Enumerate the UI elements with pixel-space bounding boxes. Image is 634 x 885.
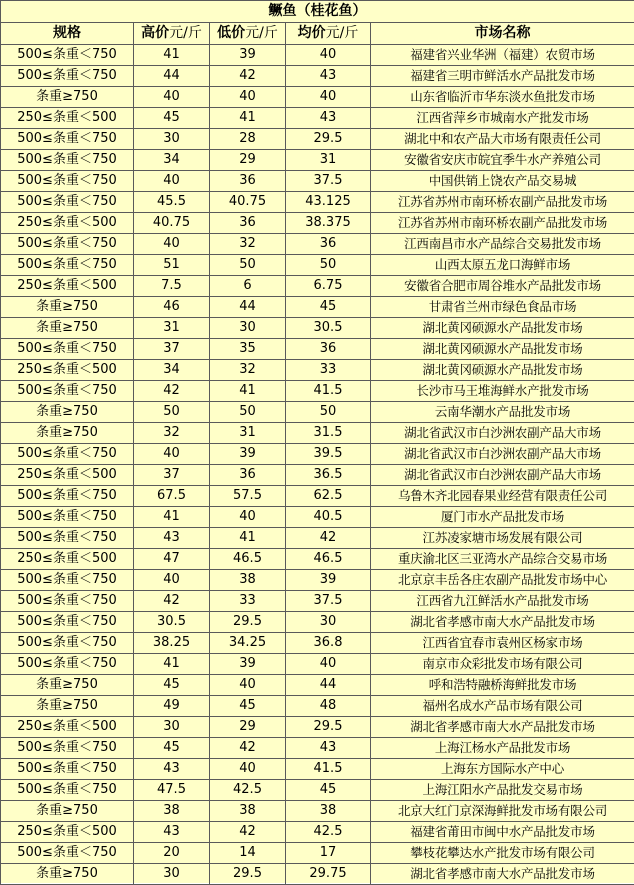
cell-market-name: 福建省三明市鲜活水产品批发市场	[371, 66, 634, 87]
cell-low-price: 41	[210, 108, 286, 129]
cell-avg-price: 45	[286, 297, 371, 318]
cell-avg-price: 42.5	[286, 822, 371, 843]
table-row	[1, 801, 634, 822]
cell-high-price: 30	[134, 717, 210, 738]
cell-spec: 条重≥750	[1, 675, 134, 696]
cell-high-price: 45	[134, 738, 210, 759]
cell-market-name: 安徽省安庆市皖宜季牛水产养殖公司	[371, 150, 634, 171]
cell-avg-price: 43	[286, 66, 371, 87]
table-row	[1, 549, 634, 570]
cell-low-price: 40	[210, 87, 286, 108]
cell-avg-price: 43.125	[286, 192, 371, 213]
cell-spec: 500≤条重＜750	[1, 192, 134, 213]
header-high	[134, 23, 210, 45]
cell-high-price: 50	[134, 402, 210, 423]
cell-market-name: 上海江阳水产品批发交易市场	[371, 780, 634, 801]
cell-market-name: 江西省宜春市袁州区杨家市场	[371, 633, 634, 654]
table-row	[1, 192, 634, 213]
cell-low-price: 29	[210, 150, 286, 171]
cell-spec: 500≤条重＜750	[1, 234, 134, 255]
table-row	[1, 108, 634, 129]
cell-spec: 条重≥750	[1, 423, 134, 444]
cell-low-price: 35	[210, 339, 286, 360]
cell-market-name: 湖北省武汉市白沙洲农副产品大市场	[371, 444, 634, 465]
table-row	[1, 213, 634, 234]
cell-spec: 250≤条重＜500	[1, 822, 134, 843]
cell-low-price: 14	[210, 843, 286, 864]
cell-high-price: 40	[134, 234, 210, 255]
table-row	[1, 423, 634, 444]
cell-spec: 500≤条重＜750	[1, 66, 134, 87]
header-high-label: 高价	[141, 25, 169, 41]
cell-spec: 250≤条重＜500	[1, 360, 134, 381]
cell-avg-price: 40	[286, 654, 371, 675]
cell-avg-price: 38	[286, 801, 371, 822]
header-low	[210, 23, 286, 45]
table-row	[1, 843, 634, 864]
cell-spec: 500≤条重＜750	[1, 129, 134, 150]
cell-avg-price: 36	[286, 234, 371, 255]
cell-spec: 条重≥750	[1, 402, 134, 423]
table-row	[1, 528, 634, 549]
table-row	[1, 591, 634, 612]
table-row	[1, 66, 634, 87]
cell-market-name: 安徽省合肥市周谷堆水产品批发市场	[371, 276, 634, 297]
cell-market-name: 上海江杨水产品批发市场	[371, 738, 634, 759]
cell-avg-price: 36.8	[286, 633, 371, 654]
cell-avg-price: 37.5	[286, 171, 371, 192]
cell-spec: 250≤条重＜500	[1, 108, 134, 129]
cell-market-name: 湖北黄冈硕源水产品批发市场	[371, 318, 634, 339]
table-row	[1, 696, 634, 717]
cell-high-price: 49	[134, 696, 210, 717]
cell-high-price: 47.5	[134, 780, 210, 801]
cell-avg-price: 46.5	[286, 549, 371, 570]
cell-high-price: 30.5	[134, 612, 210, 633]
cell-low-price: 36	[210, 171, 286, 192]
table-row	[1, 654, 634, 675]
cell-spec: 500≤条重＜750	[1, 843, 134, 864]
table-row	[1, 45, 634, 66]
cell-market-name: 重庆渝北区三亚湾水产品综合交易市场	[371, 549, 634, 570]
cell-low-price: 42.5	[210, 780, 286, 801]
cell-market-name: 福州名成水产品市场有限公司	[371, 696, 634, 717]
cell-market-name: 厦门市水产品批发市场	[371, 507, 634, 528]
table-row	[1, 612, 634, 633]
cell-low-price: 38	[210, 801, 286, 822]
cell-high-price: 47	[134, 549, 210, 570]
cell-market-name: 江西南昌市水产品综合交易批发市场	[371, 234, 634, 255]
cell-low-price: 45	[210, 696, 286, 717]
cell-spec: 500≤条重＜750	[1, 570, 134, 591]
cell-low-price: 29.5	[210, 612, 286, 633]
cell-spec: 500≤条重＜750	[1, 339, 134, 360]
cell-market-name: 湖北黄冈硕源水产品批发市场	[371, 360, 634, 381]
table-row	[1, 360, 634, 381]
cell-high-price: 46	[134, 297, 210, 318]
table-row	[1, 486, 634, 507]
cell-high-price: 37	[134, 339, 210, 360]
cell-low-price: 50	[210, 402, 286, 423]
cell-avg-price: 40	[286, 45, 371, 66]
cell-spec: 500≤条重＜750	[1, 255, 134, 276]
table-row	[1, 759, 634, 780]
cell-market-name: 乌鲁木齐北园春果业经营有限责任公司	[371, 486, 634, 507]
cell-low-price: 39	[210, 654, 286, 675]
cell-spec: 250≤条重＜500	[1, 717, 134, 738]
cell-high-price: 43	[134, 759, 210, 780]
cell-avg-price: 41.5	[286, 381, 371, 402]
table-row	[1, 234, 634, 255]
cell-avg-price: 17	[286, 843, 371, 864]
cell-low-price: 6	[210, 276, 286, 297]
cell-market-name: 北京大红门京深海鲜批发市场有限公司	[371, 801, 634, 822]
cell-avg-price: 40.5	[286, 507, 371, 528]
cell-market-name: 呼和浩特融桥海鲜批发市场	[371, 675, 634, 696]
header-spec	[1, 23, 134, 45]
cell-spec: 500≤条重＜750	[1, 612, 134, 633]
cell-avg-price: 50	[286, 402, 371, 423]
cell-avg-price: 50	[286, 255, 371, 276]
table-row	[1, 381, 634, 402]
cell-low-price: 40	[210, 507, 286, 528]
cell-high-price: 40	[134, 444, 210, 465]
table-row	[1, 633, 634, 654]
cell-low-price: 33	[210, 591, 286, 612]
cell-low-price: 32	[210, 234, 286, 255]
header-spec-label: 规格	[53, 25, 81, 41]
table-row	[1, 822, 634, 843]
cell-low-price: 39	[210, 444, 286, 465]
cell-market-name: 湖北省孝感市南大水产品批发市场	[371, 864, 634, 885]
table-row	[1, 339, 634, 360]
cell-avg-price: 43	[286, 738, 371, 759]
header-avg	[286, 23, 371, 45]
table-title: 鳜鱼（桂花鱼）	[1, 1, 634, 23]
header-market	[371, 23, 634, 45]
cell-market-name: 长沙市马王堆海鲜水产批发市场	[371, 381, 634, 402]
cell-market-name: 山西太原五龙口海鲜市场	[371, 255, 634, 276]
cell-avg-price: 43	[286, 108, 371, 129]
cell-avg-price: 42	[286, 528, 371, 549]
cell-high-price: 44	[134, 66, 210, 87]
cell-high-price: 40	[134, 171, 210, 192]
table-row	[1, 507, 634, 528]
cell-high-price: 34	[134, 150, 210, 171]
cell-low-price: 42	[210, 66, 286, 87]
cell-low-price: 39	[210, 45, 286, 66]
cell-low-price: 50	[210, 255, 286, 276]
cell-avg-price: 6.75	[286, 276, 371, 297]
header-row	[1, 23, 634, 45]
cell-high-price: 32	[134, 423, 210, 444]
cell-high-price: 45	[134, 675, 210, 696]
cell-spec: 500≤条重＜750	[1, 150, 134, 171]
cell-market-name: 甘肃省兰州市绿色食品市场	[371, 297, 634, 318]
cell-spec: 500≤条重＜750	[1, 507, 134, 528]
cell-low-price: 34.25	[210, 633, 286, 654]
cell-spec: 250≤条重＜500	[1, 213, 134, 234]
cell-low-price: 57.5	[210, 486, 286, 507]
cell-high-price: 30	[134, 864, 210, 885]
table-row	[1, 465, 634, 486]
cell-high-price: 31	[134, 318, 210, 339]
cell-high-price: 42	[134, 381, 210, 402]
cell-market-name: 湖北黄冈硕源水产品批发市场	[371, 339, 634, 360]
cell-low-price: 41	[210, 528, 286, 549]
cell-spec: 500≤条重＜750	[1, 738, 134, 759]
cell-high-price: 41	[134, 507, 210, 528]
table-row	[1, 276, 634, 297]
cell-low-price: 44	[210, 297, 286, 318]
table-row	[1, 318, 634, 339]
cell-market-name: 中国供销上饶农产品交易城	[371, 171, 634, 192]
cell-spec: 250≤条重＜500	[1, 549, 134, 570]
table-row	[1, 129, 634, 150]
cell-high-price: 42	[134, 591, 210, 612]
table-row	[1, 444, 634, 465]
cell-avg-price: 29.75	[286, 864, 371, 885]
cell-spec: 500≤条重＜750	[1, 780, 134, 801]
cell-market-name: 山东省临沂市华东淡水鱼批发市场	[371, 87, 634, 108]
table-row	[1, 255, 634, 276]
cell-high-price: 67.5	[134, 486, 210, 507]
table-title-row	[1, 1, 634, 23]
cell-market-name: 湖北省孝感市南大水产品批发市场	[371, 717, 634, 738]
cell-low-price: 40.75	[210, 192, 286, 213]
cell-spec: 500≤条重＜750	[1, 486, 134, 507]
header-high-unit: 元/斤	[169, 25, 202, 41]
cell-avg-price: 33	[286, 360, 371, 381]
cell-spec: 500≤条重＜750	[1, 759, 134, 780]
cell-low-price: 38	[210, 570, 286, 591]
header-avg-unit: 元/斤	[326, 25, 359, 41]
cell-spec: 500≤条重＜750	[1, 45, 134, 66]
cell-avg-price: 30	[286, 612, 371, 633]
cell-avg-price: 41.5	[286, 759, 371, 780]
cell-low-price: 40	[210, 675, 286, 696]
cell-low-price: 29.5	[210, 864, 286, 885]
table-row	[1, 780, 634, 801]
cell-high-price: 7.5	[134, 276, 210, 297]
cell-spec: 500≤条重＜750	[1, 381, 134, 402]
cell-avg-price: 29.5	[286, 717, 371, 738]
cell-spec: 条重≥750	[1, 87, 134, 108]
table-row	[1, 717, 634, 738]
cell-market-name: 江苏省苏州市南环桥农副产品批发市场	[371, 192, 634, 213]
cell-spec: 500≤条重＜750	[1, 171, 134, 192]
cell-low-price: 28	[210, 129, 286, 150]
cell-market-name: 江苏凌家塘市场发展有限公司	[371, 528, 634, 549]
table-row	[1, 738, 634, 759]
cell-low-price: 36	[210, 465, 286, 486]
cell-low-price: 40	[210, 759, 286, 780]
table-row	[1, 297, 634, 318]
cell-spec: 500≤条重＜750	[1, 633, 134, 654]
cell-high-price: 41	[134, 45, 210, 66]
cell-spec: 条重≥750	[1, 297, 134, 318]
cell-avg-price: 44	[286, 675, 371, 696]
cell-avg-price: 45	[286, 780, 371, 801]
cell-high-price: 37	[134, 465, 210, 486]
cell-market-name: 湖北省孝感市南大水产品批发市场	[371, 612, 634, 633]
cell-spec: 500≤条重＜750	[1, 654, 134, 675]
cell-market-name: 福建省兴业华洲（福建）农贸市场	[371, 45, 634, 66]
cell-avg-price: 37.5	[286, 591, 371, 612]
cell-low-price: 36	[210, 213, 286, 234]
cell-spec: 条重≥750	[1, 864, 134, 885]
cell-market-name: 北京京丰岳各庄农副产品批发市场中心	[371, 570, 634, 591]
cell-spec: 条重≥750	[1, 696, 134, 717]
cell-market-name: 湖北省武汉市白沙洲农副产品大市场	[371, 465, 634, 486]
table-row	[1, 87, 634, 108]
cell-high-price: 45	[134, 108, 210, 129]
cell-avg-price: 30.5	[286, 318, 371, 339]
cell-high-price: 51	[134, 255, 210, 276]
cell-market-name: 江西省萍乡市城南水产批发市场	[371, 108, 634, 129]
cell-spec: 500≤条重＜750	[1, 444, 134, 465]
cell-avg-price: 36.5	[286, 465, 371, 486]
cell-market-name: 云南华潮水产品批发市场	[371, 402, 634, 423]
cell-avg-price: 39	[286, 570, 371, 591]
cell-low-price: 29	[210, 717, 286, 738]
cell-spec: 条重≥750	[1, 318, 134, 339]
cell-low-price: 31	[210, 423, 286, 444]
table-row	[1, 171, 634, 192]
cell-market-name: 福建省莆田市闽中水产品批发市场	[371, 822, 634, 843]
header-low-label: 低价	[217, 25, 245, 41]
cell-avg-price: 48	[286, 696, 371, 717]
cell-high-price: 40.75	[134, 213, 210, 234]
cell-market-name: 江西省九江鲜活水产品批发市场	[371, 591, 634, 612]
cell-market-name: 攀枝花攀达水产批发市场有限公司	[371, 843, 634, 864]
table-row	[1, 150, 634, 171]
cell-high-price: 40	[134, 570, 210, 591]
header-avg-label: 均价	[298, 25, 326, 41]
cell-avg-price: 31	[286, 150, 371, 171]
cell-spec: 500≤条重＜750	[1, 591, 134, 612]
cell-market-name: 湖北省武汉市白沙洲农副产品大市场	[371, 423, 634, 444]
cell-low-price: 42	[210, 822, 286, 843]
cell-spec: 250≤条重＜500	[1, 465, 134, 486]
cell-low-price: 32	[210, 360, 286, 381]
cell-avg-price: 62.5	[286, 486, 371, 507]
cell-avg-price: 29.5	[286, 129, 371, 150]
cell-high-price: 43	[134, 528, 210, 549]
header-low-unit: 元/斤	[245, 25, 278, 41]
header-market-label: 市场名称	[475, 25, 531, 41]
table-body	[1, 45, 634, 885]
cell-market-name: 江苏省苏州市南环桥农副产品批发市场	[371, 213, 634, 234]
cell-avg-price: 38.375	[286, 213, 371, 234]
cell-market-name: 上海东方国际水产中心	[371, 759, 634, 780]
table-row	[1, 864, 634, 885]
cell-high-price: 40	[134, 87, 210, 108]
cell-market-name: 南京市众彩批发市场有限公司	[371, 654, 634, 675]
cell-high-price: 38	[134, 801, 210, 822]
table-row	[1, 675, 634, 696]
cell-avg-price: 40	[286, 87, 371, 108]
cell-low-price: 42	[210, 738, 286, 759]
cell-high-price: 34	[134, 360, 210, 381]
cell-avg-price: 39.5	[286, 444, 371, 465]
cell-avg-price: 31.5	[286, 423, 371, 444]
cell-high-price: 30	[134, 129, 210, 150]
cell-high-price: 43	[134, 822, 210, 843]
cell-spec: 250≤条重＜500	[1, 276, 134, 297]
cell-avg-price: 36	[286, 339, 371, 360]
cell-high-price: 20	[134, 843, 210, 864]
cell-low-price: 46.5	[210, 549, 286, 570]
cell-high-price: 38.25	[134, 633, 210, 654]
cell-low-price: 41	[210, 381, 286, 402]
cell-high-price: 45.5	[134, 192, 210, 213]
table-row	[1, 570, 634, 591]
table-row	[1, 402, 634, 423]
cell-spec: 500≤条重＜750	[1, 528, 134, 549]
cell-market-name: 湖北中和农产品大市场有限责任公司	[371, 129, 634, 150]
cell-spec: 条重≥750	[1, 801, 134, 822]
cell-low-price: 30	[210, 318, 286, 339]
cell-high-price: 41	[134, 654, 210, 675]
